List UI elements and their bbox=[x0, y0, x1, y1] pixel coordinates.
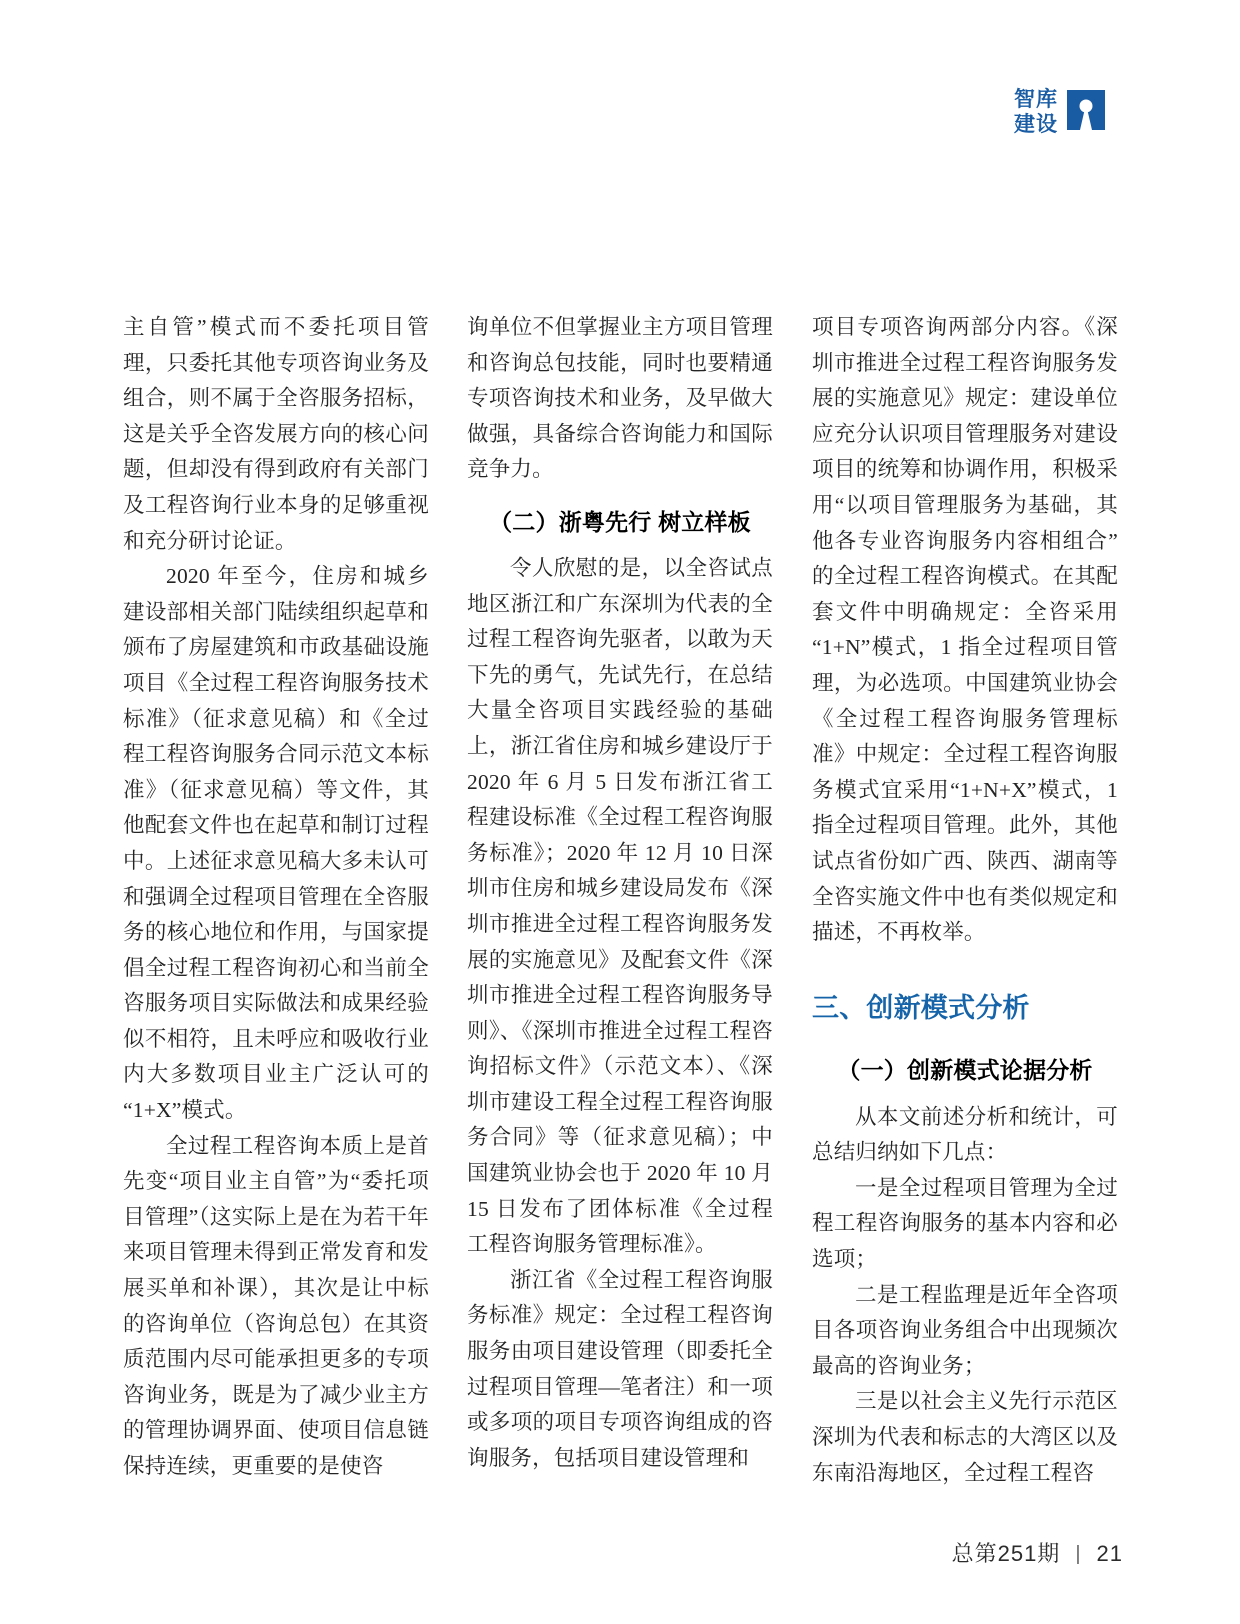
body-paragraph: 询单位不但掌握业主方项目管理和咨询总包技能，同时也要精通专项咨询技术和业务，及早做大做强，具备综合咨询能力和国际竞争力。 bbox=[467, 315, 773, 482]
body-paragraph: 2020 年至今，住房和城乡建设部相关部门陆续组织起草和颁布了房屋建筑和市政基础设施项目《全过程工程咨询服务技术标准》（征求意见稿）和《全过程工程咨询服务合同示范文本标准》（征求意见稿）等文件，其他配套文件也在起草和制订过程中。上述征求意见稿大多未认可和强调全过程项目管理在全咨服务的核心地位和作用，与国家提倡全过程工程咨询初心和当前全咨服务项目实际做法和成果经验似不相符，且未呼应和吸收行业内大多数项目业主广泛认可的“1+X”模式。 bbox=[123, 564, 429, 1123]
body-paragraph: 全过程工程咨询本质上是首先变“项目业主自管”为“委托项目管理”（这实际上是在为若干年来项目管理未得到正常发育和发展买单和补课），其次是让中标的咨询单位（咨询总包）在其资质范围内尽可能承担更多的专项咨询业务，既是为了减少业主方的管理协调界面、使项目信息链保持连续，更重要的是使咨 bbox=[123, 1133, 429, 1478]
body-paragraph: 浙江省《全过程工程咨询服务标准》规定：全过程工程咨询服务由项目建设管理（即委托全过程项目管理—笔者注）和一项或多项的项目专项咨询组成的咨询服务，包括项目建设管理和 bbox=[467, 1267, 773, 1470]
body-paragraph: 一是全过程项目管理为全过程工程咨询服务的基本内容和必选项； bbox=[812, 1175, 1118, 1272]
text-column-2 bbox=[467, 310, 773, 1476]
logo-text-line1: 智库 bbox=[1014, 88, 1058, 111]
logo bbox=[1014, 87, 1105, 137]
text-column-1 bbox=[123, 310, 429, 1485]
body-paragraph: 项目专项咨询两部分内容。《深圳市推进全过程工程咨询服务发展的实施意见》规定：建设单位应充分认识项目管理服务对建设项目的统筹和协调作用，积极采用“以项目管理服务为基础，其他各专业咨询服务内容相组合”的全过程工程咨询模式。在其配套文件中明确规定：全咨采用“1+N”模式，1 指全过程项目管理，为必选项。中国建筑业协会《全过程工程咨询服务管理标准》中规定：全过程工程咨询服务模式宜采用“1+N+X”模式，1 指全过程项目管理。此外，其他试点省份如广西、陕西、湖南等全咨实施文件中也有类似规定和描述，不再枚举。 bbox=[812, 315, 1118, 945]
body-paragraph: 主自管”模式而不委托项目管理，只委托其他专项咨询业务及组合，则不属于全咨服务招标，这是关乎全咨发展方向的核心问题，但却没有得到政府有关部门及工程咨询行业本身的足够重视和充分研讨论证。 bbox=[123, 315, 429, 553]
text-column-3 bbox=[812, 310, 1118, 1491]
section-heading: （二）浙粤先行 树立样板 bbox=[489, 508, 751, 535]
body-paragraph: 令人欣慰的是，以全咨试点地区浙江和广东深圳为代表的全过程工程咨询先驱者，以敢为天下先的勇气，先试先行，在总结大量全咨项目实践经验的基础上，浙江省住房和城乡建设厅于 2020 年 6 月 5 日发布浙江省工程建设标准《全过程工程咨询服务标准》；2020 年 12 月 10 日深圳市住房和城乡建设局发布《深圳市推进全过程工程咨询服务发展的实施意见》及配套文件《深圳市推进全过程工程咨询服务导则》、《深圳市推进全过程工程咨询招标文件》（示范文本）、《深圳市建设工程全过程工程咨询服务合同》等（征求意见稿）；中国建筑业协会也于 2020 年 10 月 15 日发布了团体标准《全过程工程咨询服务管理标准》。 bbox=[467, 555, 773, 1257]
body-paragraph: 从本文前述分析和统计，可总结归纳如下几点： bbox=[812, 1104, 1118, 1165]
page-footer bbox=[952, 1540, 1123, 1568]
issue-number: 总第251期 bbox=[951, 1541, 1061, 1566]
logo-text bbox=[1014, 87, 1058, 137]
section-heading: （一）创新模式论据分析 bbox=[837, 1056, 1093, 1083]
page-number: 21 bbox=[1096, 1541, 1123, 1566]
footer-separator: | bbox=[1075, 1543, 1082, 1565]
logo-text-line2: 建设 bbox=[1014, 113, 1058, 136]
body-paragraph: 二是工程监理是近年全咨项目各项咨询业务组合中出现频次最高的咨询业务； bbox=[812, 1282, 1118, 1378]
keyhole-icon bbox=[1067, 90, 1105, 130]
chapter-heading: 三、创新模式分析 bbox=[812, 992, 1030, 1023]
body-paragraph: 三是以社会主义先行示范区深圳为代表和标志的大湾区以及东南沿海地区，全过程工程咨 bbox=[812, 1389, 1118, 1485]
